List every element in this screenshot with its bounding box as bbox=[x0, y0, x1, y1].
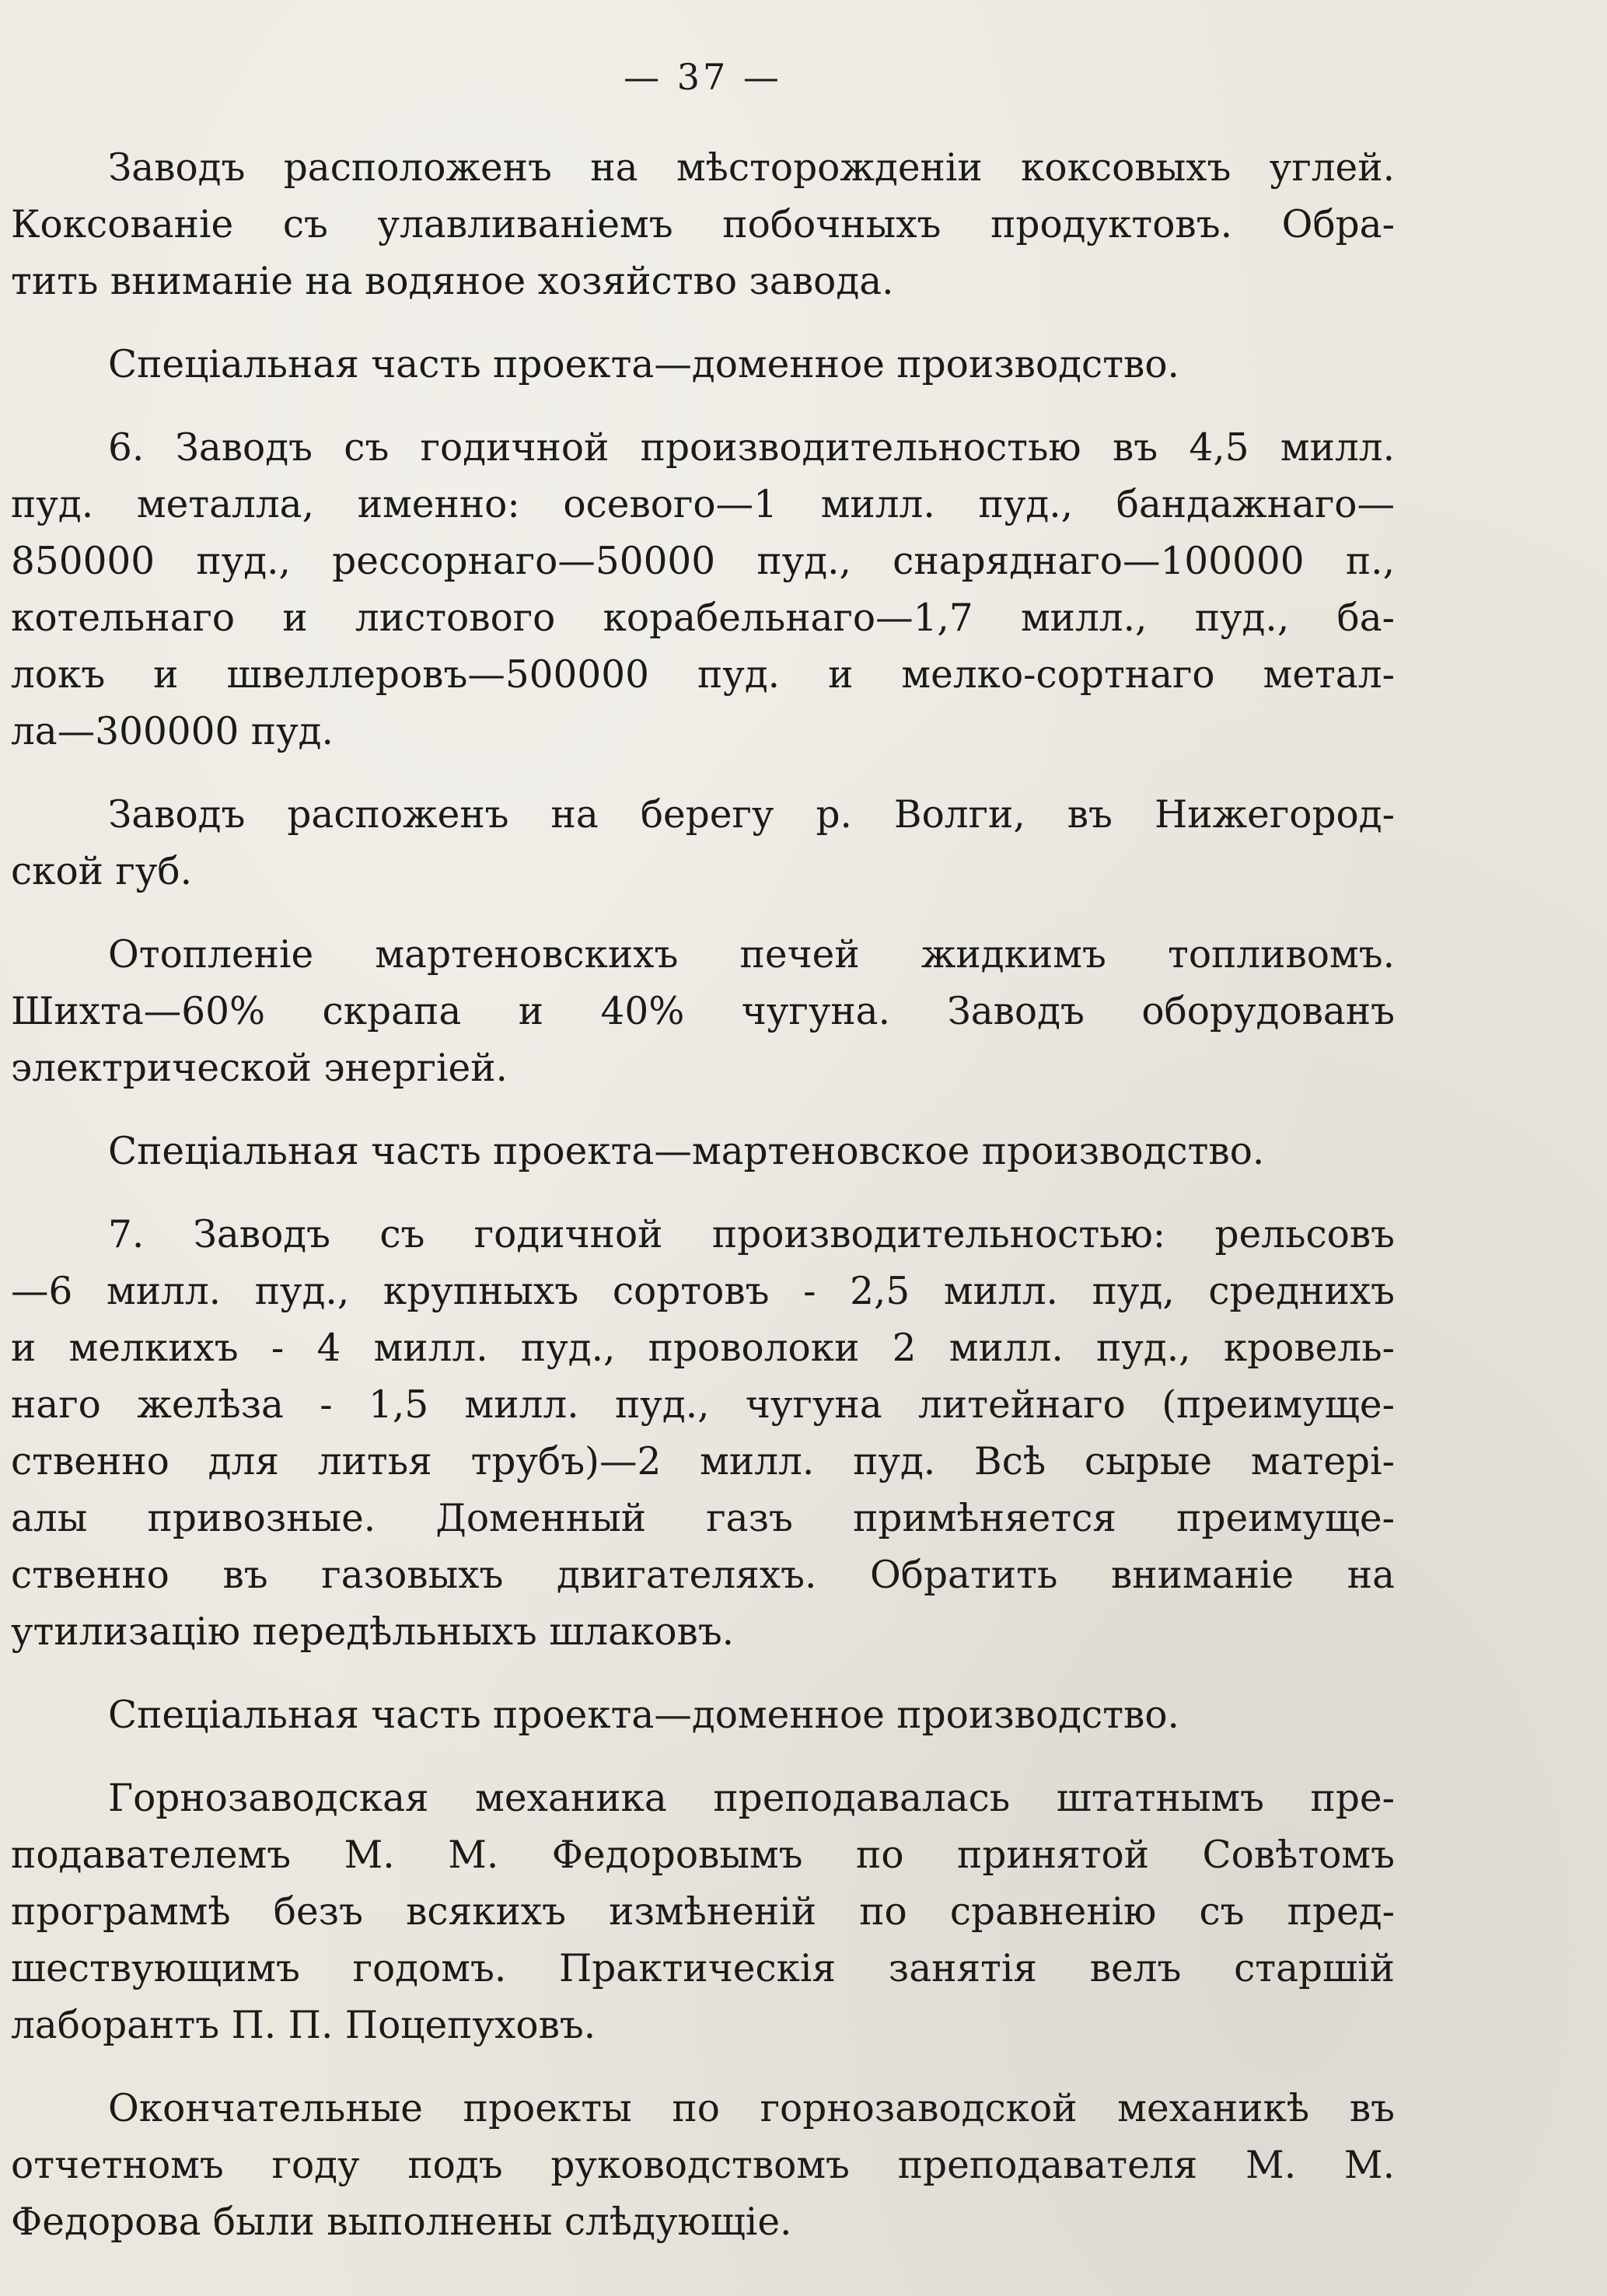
book-page bbox=[11, 0, 1395, 2296]
text-line: ственно въ газовыхъ двигателяхъ. Обратить вниманіе на bbox=[11, 1553, 1395, 1597]
body-text bbox=[11, 140, 1395, 2277]
text-line: котельнаго и листового корабельнаго—1,7 милл., пуд., ба- bbox=[11, 596, 1395, 640]
text-line: программѣ безъ всякихъ измѣненій по сравненію съ пред- bbox=[11, 1890, 1395, 1934]
paragraph bbox=[11, 927, 1395, 1097]
text-line: алы привозные. Доменный газъ примѣняется преимуще- bbox=[11, 1497, 1395, 1540]
text-line: Окончательные проекты по горнозаводской механикѣ въ bbox=[108, 2087, 1395, 2130]
text-line: Шихта—60% скрапа и 40% чугуна. Заводъ оборудованъ bbox=[11, 990, 1395, 1033]
text-line: лаборантъ П. П. Поцепуховъ. bbox=[11, 2004, 596, 2047]
text-line: —6 милл. пуд., крупныхъ сортовъ - 2,5 милл. пуд, среднихъ bbox=[11, 1270, 1395, 1313]
text-line: Спеціальная часть проекта—доменное производство. bbox=[108, 343, 1179, 386]
paragraph bbox=[11, 1770, 1395, 2054]
text-line: Горнозаводская механика преподавалась штатнымъ пре- bbox=[108, 1777, 1395, 1820]
text-line: наго желѣза - 1,5 милл. пуд., чугуна литейнаго (преимуще- bbox=[11, 1383, 1395, 1427]
text-line: утилизацію передѣльныхъ шлаковъ. bbox=[11, 1610, 735, 1654]
text-line: Коксованіе съ улавливаніемъ побочныхъ продуктовъ. Обра- bbox=[11, 203, 1395, 246]
paragraph bbox=[11, 2081, 1395, 2251]
text-line: пуд. металла, именно: осевого—1 милл. пуд., бандажнаго— bbox=[11, 483, 1395, 526]
text-line: 7. Заводъ съ годичной производительностью: рельсовъ bbox=[108, 1213, 1395, 1256]
text-line: локъ и швеллеровъ—500000 пуд. и мелко-сортнаго метал- bbox=[11, 653, 1395, 697]
text-line: отчетномъ году подъ руководствомъ преподавателя М. М. bbox=[11, 2144, 1395, 2187]
text-line: 850000 пуд., рессорнаго—50000 пуд., снаряднаго—100000 п., bbox=[11, 540, 1395, 583]
paragraph bbox=[11, 420, 1395, 760]
page-number: — 37 — bbox=[624, 56, 782, 98]
paragraph bbox=[11, 1124, 1395, 1180]
text-line: Спеціальная часть проекта—доменное производство. bbox=[108, 1693, 1179, 1737]
text-line: Заводъ распоженъ на берегу р. Волги, въ Нижегород- bbox=[108, 793, 1395, 837]
text-line: Спеціальная часть проекта—мартеновское производство. bbox=[108, 1130, 1265, 1173]
text-line: подавателемъ М. М. Федоровымъ по принятой Совѣтомъ bbox=[11, 1833, 1395, 1877]
text-line: ской губ. bbox=[11, 850, 192, 893]
text-line: тить вниманіе на водяное хозяйство завода. bbox=[11, 260, 894, 303]
paragraph bbox=[11, 787, 1395, 900]
text-line: Федорова были выполнены слѣдующіе. bbox=[11, 2200, 792, 2244]
text-line: и мелкихъ - 4 милл. пуд., проволоки 2 милл. пуд., кровель- bbox=[11, 1326, 1395, 1370]
text-line: электрической энергіей. bbox=[11, 1047, 508, 1090]
paragraph bbox=[11, 1687, 1395, 1744]
text-line: шествующимъ годомъ. Практическія занятія велъ старшій bbox=[11, 1947, 1395, 1990]
text-line: Заводъ расположенъ на мѣсторожденіи коксовыхъ углей. bbox=[108, 146, 1395, 190]
paragraph bbox=[11, 1207, 1395, 1661]
text-line: ла—300000 пуд. bbox=[11, 710, 334, 753]
text-line: ственно для литья трубъ)—2 милл. пуд. Всѣ сырые матері- bbox=[11, 1440, 1395, 1483]
paragraph bbox=[11, 140, 1395, 310]
paragraph bbox=[11, 337, 1395, 393]
text-line: 6. Заводъ съ годичной производительностью въ 4,5 милл. bbox=[108, 426, 1395, 470]
text-line: Отопленіе мартеновскихъ печей жидкимъ топливомъ. bbox=[108, 933, 1395, 977]
